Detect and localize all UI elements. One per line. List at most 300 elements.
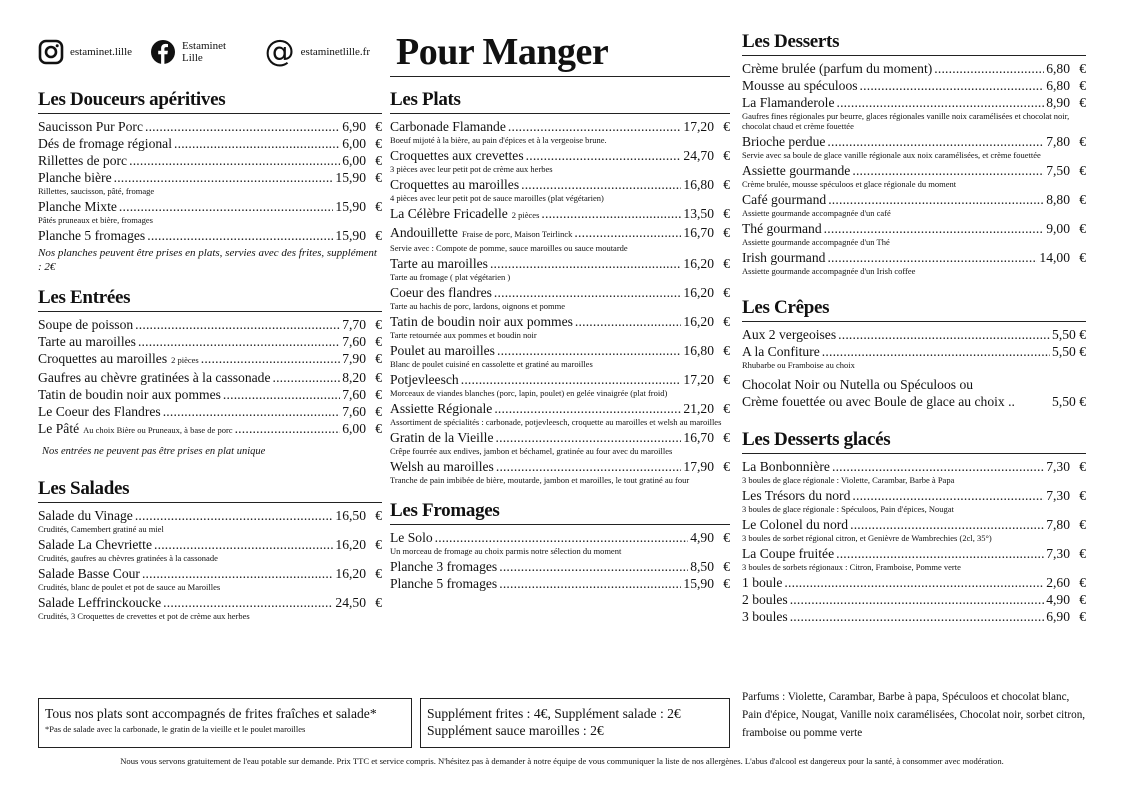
leader-dots bbox=[499, 558, 688, 575]
item-name: Aux 2 vergeoises bbox=[742, 327, 837, 342]
currency: € bbox=[723, 459, 730, 474]
item-price: 2,60 bbox=[1046, 575, 1070, 590]
currency: € bbox=[723, 314, 730, 329]
douceurs-title: Les Douceurs apéritives bbox=[38, 88, 382, 114]
item-name: Gaufres au chèvre gratinées à la cassonade bbox=[38, 370, 271, 385]
leader-dots bbox=[852, 162, 1044, 179]
item-name: Saucisson Pur Porc bbox=[38, 119, 143, 134]
menu-item bbox=[38, 350, 382, 369]
item-price: 5,50 € bbox=[1052, 344, 1086, 359]
item-price: 7,30 bbox=[1046, 546, 1070, 561]
leader-dots bbox=[850, 516, 1044, 533]
currency: € bbox=[723, 256, 730, 271]
parfums-text: Parfums : Violette, Carambar, Barbe à papa, Spéculoos et chocolat blanc, Pain d'épice, Nougat, Vanille noix caramélisées, Chocolat noir, sorbet citron, framboise ou pomme verte bbox=[742, 691, 1086, 739]
leader-dots bbox=[174, 135, 340, 152]
item-name: Croquettes aux crevettes bbox=[390, 148, 524, 163]
menu-item bbox=[390, 205, 730, 224]
currency: € bbox=[723, 576, 730, 591]
menu-item bbox=[742, 574, 1086, 591]
menu-item bbox=[742, 191, 1086, 208]
menu-item bbox=[390, 176, 730, 193]
item-description: Servie avec sa boule de glace vanille régionale aux noix caramélisées, et crème fouettée bbox=[742, 150, 1041, 160]
item-name: Le Coeur des Flandres bbox=[38, 404, 161, 419]
leader-dots bbox=[832, 458, 1044, 475]
currency: € bbox=[723, 372, 730, 387]
currency: € bbox=[375, 228, 382, 243]
item-name: Planche 3 fromages bbox=[390, 559, 498, 574]
item-name: Tarte au maroilles bbox=[38, 334, 136, 349]
item-price: 6,00 bbox=[342, 136, 366, 151]
item-price: 7,60 bbox=[342, 387, 366, 402]
item-price: 6,80 bbox=[1046, 78, 1070, 93]
currency: € bbox=[1079, 163, 1086, 178]
item-name: Planche Mixte bbox=[38, 199, 117, 214]
item-price: 7,80 bbox=[1046, 134, 1070, 149]
menu-item bbox=[742, 77, 1086, 94]
item-price: 16,70 bbox=[683, 430, 714, 445]
currency: € bbox=[375, 404, 382, 419]
item-price: 15,90 bbox=[335, 199, 366, 214]
leader-dots bbox=[499, 575, 681, 592]
item-name: Andouillette bbox=[390, 225, 458, 240]
menu-item bbox=[742, 516, 1086, 533]
item-name: Salade La Chevriette bbox=[38, 537, 152, 552]
item-price: 16,20 bbox=[683, 256, 714, 271]
menu-item bbox=[742, 591, 1086, 608]
item-detail: Au choix Bière ou Pruneaux, à base de porc bbox=[83, 425, 233, 435]
item-name: Welsh au maroilles bbox=[390, 459, 494, 474]
item-price: 6,90 bbox=[342, 119, 366, 134]
leader-dots bbox=[828, 191, 1044, 208]
menu-item bbox=[390, 313, 730, 330]
menu-item bbox=[742, 487, 1086, 504]
menu-item bbox=[742, 249, 1086, 266]
item-price: 16,20 bbox=[683, 314, 714, 329]
menu-item bbox=[390, 284, 730, 301]
leader-dots bbox=[496, 429, 682, 446]
menu-item bbox=[390, 224, 730, 243]
item-price: 16,70 bbox=[683, 225, 714, 240]
menu-item bbox=[390, 558, 730, 575]
currency: € bbox=[375, 153, 382, 168]
item-name: Poulet au maroilles bbox=[390, 343, 495, 358]
fromages-title: Les Fromages bbox=[390, 499, 730, 525]
menu-item bbox=[742, 60, 1086, 77]
item-price: 6,00 bbox=[342, 153, 366, 168]
item-description: Blanc de poulet cuisiné en cassolette et gratiné au maroilles bbox=[390, 359, 593, 369]
currency: € bbox=[723, 559, 730, 574]
menu-item bbox=[742, 458, 1086, 475]
menu-item bbox=[742, 608, 1086, 625]
currency: € bbox=[723, 343, 730, 358]
currency: € bbox=[723, 225, 730, 240]
item-name: Assiette Régionale bbox=[390, 401, 493, 416]
leader-dots bbox=[852, 487, 1044, 504]
item-price: 16,80 bbox=[683, 343, 714, 358]
item-description: Crudités, gaufres au chèvres gratinées à la cassonade bbox=[38, 553, 218, 563]
plats-list bbox=[390, 118, 730, 485]
item-description: Tarte au hachis de porc, lardons, oignons et pomme bbox=[390, 301, 566, 311]
leader-dots bbox=[223, 386, 340, 403]
plats-title: Les Plats bbox=[390, 88, 730, 114]
entrees-list bbox=[38, 316, 382, 439]
item-name: Les Trésors du nord bbox=[742, 488, 851, 503]
entrees-title: Les Entrées bbox=[38, 286, 382, 312]
currency: € bbox=[375, 508, 382, 523]
leader-dots bbox=[435, 529, 689, 546]
leader-dots bbox=[138, 333, 340, 350]
menu-item bbox=[742, 343, 1086, 360]
item-name: La Coupe fruitée bbox=[742, 546, 835, 561]
frites-line: Tous nos plats sont accompagnés de frites fraîches et salade* bbox=[45, 706, 377, 721]
currency: € bbox=[723, 119, 730, 134]
item-description: Assiette gourmande accompagnée d'un Thé bbox=[742, 237, 890, 247]
item-name: Crème brulée (parfum du moment) bbox=[742, 61, 933, 76]
currency: € bbox=[1079, 250, 1086, 265]
social-bar bbox=[38, 36, 382, 68]
facebook-icon[interactable] bbox=[150, 39, 176, 65]
item-description: Crème brulée, mousse spéculoos et glace régionale du moment bbox=[742, 179, 957, 189]
currency: € bbox=[1079, 609, 1086, 624]
item-name: Salade du Vinage bbox=[38, 508, 133, 523]
menu-item bbox=[38, 333, 382, 350]
leader-dots bbox=[494, 284, 681, 301]
leader-dots bbox=[235, 420, 341, 437]
right-column bbox=[742, 30, 1086, 625]
item-description: Un morceau de fromage au choix parmis notre sélection du moment bbox=[390, 546, 622, 556]
currency: € bbox=[1079, 61, 1086, 76]
currency: € bbox=[723, 430, 730, 445]
douceurs-note: Nos planches peuvent être prises en plats, servies avec des frites, supplément : 2€ bbox=[38, 247, 377, 273]
item-detail: 2 pièces bbox=[511, 210, 540, 220]
item-price: 16,20 bbox=[683, 285, 714, 300]
menu-item bbox=[742, 162, 1086, 179]
item-name: Café gourmand bbox=[742, 192, 827, 207]
item-name: Soupe de poisson bbox=[38, 317, 134, 332]
currency: € bbox=[1079, 134, 1086, 149]
glaces-list bbox=[742, 458, 1086, 625]
menu-item bbox=[38, 118, 382, 135]
item-description: Assortiment de spécialités : carbonade, potjevleesch, croquette au maroilles et welsh au maroilles bbox=[390, 417, 722, 427]
currency: € bbox=[1079, 488, 1086, 503]
item-description: Crudités, Camembert gratiné au miel bbox=[38, 524, 164, 534]
item-name: Rillettes de porc bbox=[38, 153, 128, 168]
item-description: 3 boules de glace régionale : Spéculoos, Pain d'épices, Nougat bbox=[742, 504, 954, 514]
item-price: 6,80 bbox=[1046, 61, 1070, 76]
leader-dots bbox=[526, 147, 682, 164]
menu-item bbox=[38, 403, 382, 420]
menu-item bbox=[38, 565, 382, 582]
item-price: 16,80 bbox=[683, 177, 714, 192]
item-price: 16,20 bbox=[335, 537, 366, 552]
item-description: Morceaux de viandes blanches (porc, lapin, poulet) en gelée vinaigrée (plat froid) bbox=[390, 388, 668, 398]
menu-item bbox=[38, 316, 382, 333]
item-description: 3 boules de sorbets régionaux : Citron, Framboise, Pomme verte bbox=[742, 562, 961, 572]
supplement-box bbox=[420, 698, 730, 748]
menu-item bbox=[742, 94, 1086, 111]
supplement-line1: Supplément frites : 4€, Supplément salade : 2€ bbox=[427, 706, 681, 721]
leader-dots bbox=[129, 152, 340, 169]
leader-dots bbox=[521, 176, 681, 193]
leader-dots bbox=[114, 169, 334, 186]
desserts-title: Les Desserts bbox=[742, 30, 1086, 56]
item-name: Coeur des flandres bbox=[390, 285, 492, 300]
leader-dots bbox=[836, 545, 1044, 562]
leader-dots bbox=[135, 507, 334, 524]
item-name: Tarte au maroilles bbox=[390, 256, 488, 271]
leader-dots bbox=[790, 608, 1045, 625]
currency: € bbox=[723, 148, 730, 163]
menu-item bbox=[38, 135, 382, 152]
menu-item bbox=[38, 152, 382, 169]
item-description: 3 pièces avec leur petit pot de crème aux herbes bbox=[390, 164, 553, 174]
item-price: 5,50 € bbox=[1052, 327, 1086, 342]
item-name: Thé gourmand bbox=[742, 221, 822, 236]
leader-dots bbox=[822, 343, 1050, 360]
leader-dots bbox=[119, 198, 334, 215]
item-description: Servie avec : Compote de pomme, sauce maroilles ou sauce moutarde bbox=[390, 243, 628, 253]
currency: € bbox=[375, 119, 382, 134]
menu-item bbox=[38, 227, 382, 244]
menu-item bbox=[390, 371, 730, 388]
item-name: Dés de fromage régional bbox=[38, 136, 172, 151]
facebook-handle[interactable]: Estaminet Lille bbox=[182, 40, 227, 64]
leader-dots bbox=[496, 458, 682, 475]
item-price: 16,20 bbox=[335, 566, 366, 581]
item-description: Assiette gourmande accompagnée d'un Irish coffee bbox=[742, 266, 916, 276]
fromages-list bbox=[390, 529, 730, 592]
currency: € bbox=[375, 566, 382, 581]
item-name: Tatin de boudin noir aux pommes bbox=[390, 314, 573, 329]
leader-dots bbox=[836, 94, 1044, 111]
leader-dots bbox=[147, 227, 333, 244]
item-price: 14,00 bbox=[1039, 250, 1070, 265]
menu-item bbox=[38, 594, 382, 611]
crepe-chocolat-line2 bbox=[742, 393, 1086, 410]
currency: € bbox=[375, 537, 382, 552]
item-name: La Célèbre Fricadelle bbox=[390, 206, 508, 221]
item-description: 4 pièces avec leur petit pot de sauce maroilles (plat végétarien) bbox=[390, 193, 604, 203]
leader-dots bbox=[838, 326, 1050, 343]
item-price: 7,80 bbox=[1046, 517, 1070, 532]
item-name: Le Solo bbox=[390, 530, 433, 545]
douceurs-list bbox=[38, 118, 382, 244]
menu-item bbox=[390, 342, 730, 359]
currency: € bbox=[375, 317, 382, 332]
item-description: Rillettes, saucisson, pâté, fromage bbox=[38, 186, 155, 196]
item-price: 24,70 bbox=[683, 148, 714, 163]
leader-dots bbox=[201, 350, 340, 367]
leader-dots bbox=[490, 255, 681, 272]
item-price: 8,90 bbox=[1046, 95, 1070, 110]
item-name: Brioche perdue bbox=[742, 134, 826, 149]
footer-text: Nous vous servons gratuitement de l'eau potable sur demande. Prix TTC et service compris. N'hésitez pas à demander à notre équipe de vous communiquer la liste de nos allergènes. L'abus d'alcool est dangereux pour la santé, à consommer avec modération. bbox=[120, 756, 1004, 766]
item-detail: Fraise de porc, Maison Teirlinck bbox=[461, 229, 573, 239]
item-price: 7,50 bbox=[1046, 163, 1070, 178]
leader-dots bbox=[135, 316, 340, 333]
menu-item bbox=[390, 429, 730, 446]
crepes-list bbox=[742, 326, 1086, 370]
item-name: Assiette gourmande bbox=[742, 163, 851, 178]
currency: € bbox=[723, 401, 730, 416]
item-description: Tarte retournée aux pommes et boudin noir bbox=[390, 330, 537, 340]
website-handle[interactable]: estaminetlille.fr bbox=[300, 46, 370, 58]
item-price: 16,50 bbox=[335, 508, 366, 523]
leader-dots bbox=[784, 574, 1044, 591]
item-name: Le Colonel du nord bbox=[742, 517, 849, 532]
leader-dots bbox=[508, 118, 682, 135]
item-price: 7,90 bbox=[342, 351, 366, 366]
leader-dots bbox=[461, 371, 682, 388]
frites-box bbox=[38, 698, 412, 748]
item-description: 3 boules de glace régionale : Violette, Carambar, Barbe à Papa bbox=[742, 475, 955, 485]
item-name: Carbonade Flamande bbox=[390, 119, 506, 134]
item-name: Planche 5 fromages bbox=[38, 228, 146, 243]
item-description: Crudités, blanc de poulet et pot de sauce au Maroilles bbox=[38, 582, 221, 592]
middle-column bbox=[390, 88, 730, 592]
menu-item bbox=[38, 507, 382, 524]
leader-dots bbox=[494, 400, 681, 417]
title-divider bbox=[390, 76, 730, 77]
glaces-title: Les Desserts glacés bbox=[742, 428, 1086, 454]
crepe-chocolat-line1: Chocolat Noir ou Nutella ou Spéculoos ou bbox=[742, 377, 974, 392]
instagram-icon[interactable] bbox=[38, 39, 64, 65]
currency: € bbox=[375, 351, 382, 366]
item-name: A la Confiture bbox=[742, 344, 820, 359]
menu-item bbox=[390, 529, 730, 546]
item-price: 15,90 bbox=[335, 170, 366, 185]
frites-note: *Pas de salade avec la carbonade, le gratin de la vieille et le poulet maroilles bbox=[45, 724, 306, 734]
leader-dots bbox=[790, 591, 1045, 608]
item-name: La Bonbonnière bbox=[742, 459, 830, 474]
item-detail: 2 pièces bbox=[171, 355, 199, 365]
currency: € bbox=[375, 387, 382, 402]
menu-item bbox=[38, 420, 382, 439]
currency: € bbox=[1079, 517, 1086, 532]
currency: € bbox=[375, 136, 382, 151]
item-name: Croquettes au maroilles bbox=[38, 351, 168, 366]
currency: € bbox=[723, 285, 730, 300]
item-price: 13,50 bbox=[683, 206, 714, 221]
leader-dots bbox=[574, 224, 681, 241]
menu-item bbox=[38, 198, 382, 215]
item-price: 4,90 bbox=[1046, 592, 1070, 607]
item-name: Planche 5 fromages bbox=[390, 576, 498, 591]
item-price: 8,20 bbox=[342, 370, 366, 385]
leader-dots bbox=[827, 133, 1044, 150]
item-price: 9,00 bbox=[1046, 221, 1070, 236]
leader-dots bbox=[860, 77, 1045, 94]
currency: € bbox=[723, 530, 730, 545]
item-price: 7,30 bbox=[1046, 488, 1070, 503]
item-name: Mousse au spéculoos bbox=[742, 78, 858, 93]
item-name: Irish gourmand bbox=[742, 250, 826, 265]
currency: € bbox=[375, 334, 382, 349]
item-name: Croquettes au maroilles bbox=[390, 177, 520, 192]
item-price: 17,20 bbox=[683, 372, 714, 387]
currency: € bbox=[1079, 546, 1086, 561]
left-column bbox=[38, 36, 382, 623]
item-price: 8,50 bbox=[690, 559, 714, 574]
item-description: Crudités, 3 Croquettes de crevettes et pot de crème aux herbes bbox=[38, 611, 250, 621]
item-price: 15,90 bbox=[683, 576, 714, 591]
item-price: 21,20 bbox=[683, 401, 714, 416]
menu-item bbox=[390, 147, 730, 164]
item-name: Le Pâté bbox=[38, 421, 80, 436]
leader-dots bbox=[575, 313, 681, 330]
item-description: Rhubarbe ou Framboise au choix bbox=[742, 360, 855, 370]
currency: € bbox=[375, 595, 382, 610]
menu-item bbox=[742, 133, 1086, 150]
leader-dots bbox=[497, 342, 681, 359]
currency: € bbox=[1079, 192, 1086, 207]
item-price: 6,90 bbox=[1046, 609, 1070, 624]
leader-dots bbox=[934, 60, 1044, 77]
currency: € bbox=[1079, 459, 1086, 474]
item-name: Salade Leffrinckoucke bbox=[38, 595, 162, 610]
currency: € bbox=[1079, 592, 1086, 607]
currency: € bbox=[375, 421, 382, 436]
menu-item bbox=[742, 545, 1086, 562]
item-price: 7,60 bbox=[342, 334, 366, 349]
leader-dots bbox=[154, 536, 333, 553]
currency: € bbox=[1079, 221, 1086, 236]
item-description: Pâtés pruneaux et bière, fromages bbox=[38, 215, 153, 225]
crepe-chocolat-price: 5,50 € bbox=[1052, 394, 1086, 409]
item-price: 7,30 bbox=[1046, 459, 1070, 474]
item-price: 17,20 bbox=[683, 119, 714, 134]
leader-dots bbox=[163, 403, 341, 420]
menu-item bbox=[742, 220, 1086, 237]
item-description: 3 boules de sorbet régional citron, et Genièvre de Wambrechies (2cl, 35°) bbox=[742, 533, 992, 543]
currency: € bbox=[1079, 78, 1086, 93]
leader-dots bbox=[541, 205, 681, 222]
entrees-note: Nos entrées ne peuvent pas être prises en plat unique bbox=[42, 446, 266, 457]
salades-title: Les Salades bbox=[38, 477, 382, 503]
currency: € bbox=[723, 177, 730, 192]
menu-item bbox=[390, 575, 730, 592]
item-price: 4,90 bbox=[690, 530, 714, 545]
menu-item bbox=[390, 255, 730, 272]
menu-item bbox=[742, 326, 1086, 343]
currency: € bbox=[375, 170, 382, 185]
item-name: Gratin de la Vieille bbox=[390, 430, 494, 445]
leader-dots bbox=[272, 369, 340, 386]
item-name: 3 boules bbox=[742, 609, 788, 624]
instagram-handle[interactable]: estaminet.lille bbox=[70, 46, 133, 58]
currency: € bbox=[1079, 95, 1086, 110]
item-description: Tranche de pain imbibée de bière, moutarde, jambon et maroilles, le tout gratiné au four bbox=[390, 475, 690, 485]
at-icon[interactable]: @ bbox=[264, 34, 295, 69]
item-name: Planche bière bbox=[38, 170, 112, 185]
item-price: 17,90 bbox=[683, 459, 714, 474]
menu-item bbox=[390, 400, 730, 417]
item-name: 2 boules bbox=[742, 592, 788, 607]
currency: € bbox=[375, 370, 382, 385]
item-price: 24,50 bbox=[335, 595, 366, 610]
item-price: 8,80 bbox=[1046, 192, 1070, 207]
crepes-title: Les Crêpes bbox=[742, 296, 1086, 322]
item-price: 7,70 bbox=[342, 317, 366, 332]
leader-dots bbox=[824, 220, 1045, 237]
menu-item bbox=[38, 169, 382, 186]
item-price: 6,00 bbox=[342, 421, 366, 436]
menu-item bbox=[390, 458, 730, 475]
item-description: Boeuf mijoté à la bière, au pain d'épices et à la vergeoise brune. bbox=[390, 135, 607, 145]
leader-dots bbox=[827, 249, 1037, 266]
leader-dots bbox=[142, 565, 333, 582]
item-description: Crêpe fourrée aux endives, jambon et béchamel, gratinée au four avec du maroilles bbox=[390, 446, 673, 456]
